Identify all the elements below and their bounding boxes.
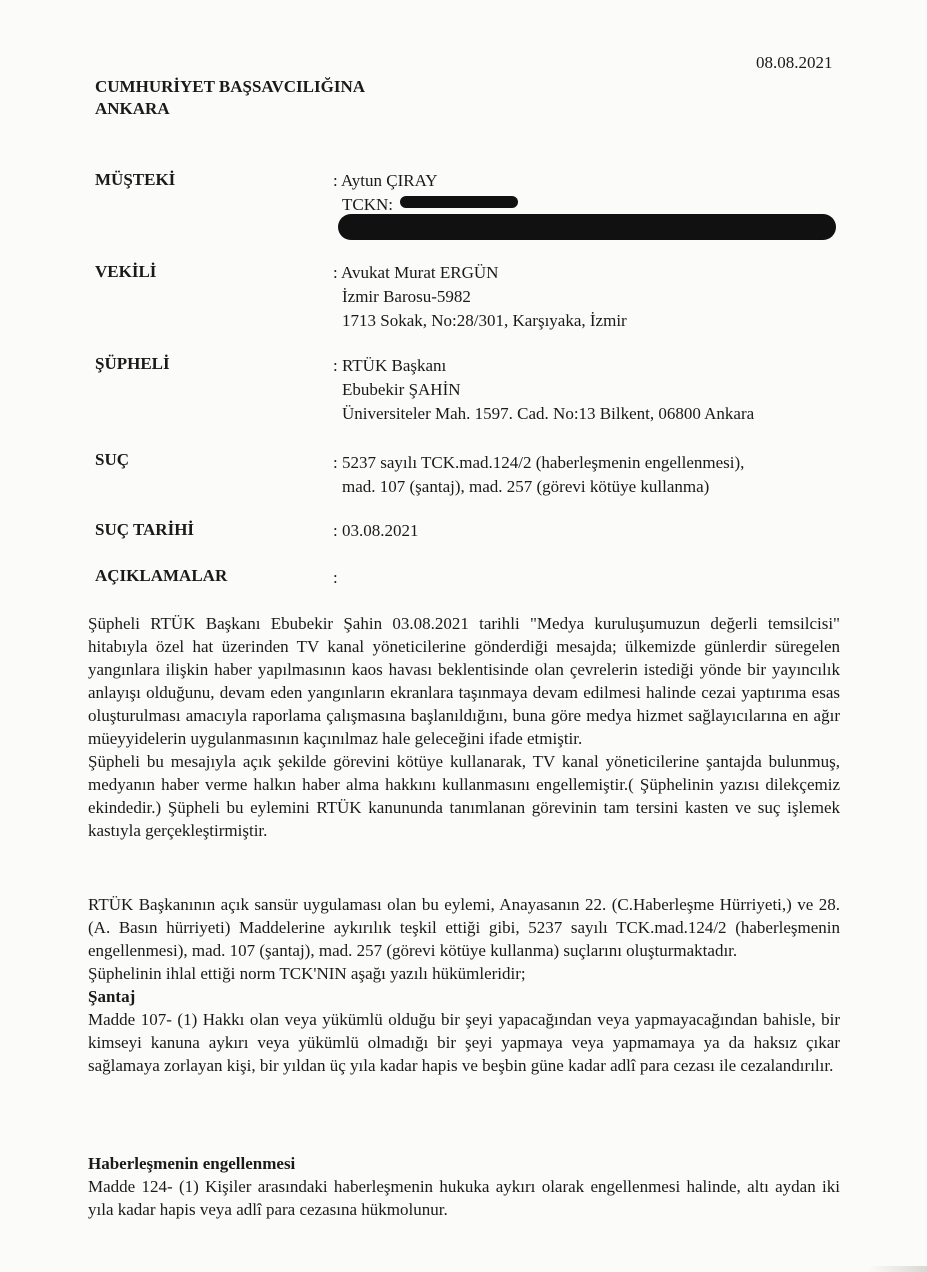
musteki-value bbox=[333, 169, 438, 217]
suc-value bbox=[333, 451, 744, 499]
paragraph-norms: Şüphelinin ihlal ettiği norm TCK'NIN aşağı yazılı hükümleridir; bbox=[88, 964, 526, 983]
supheli-title: : RTÜK Başkanı bbox=[333, 356, 447, 375]
addressee-office: CUMHURİYET BAŞSAVCILIĞINA bbox=[95, 77, 366, 96]
vekili-label: VEKİLİ bbox=[95, 262, 157, 281]
aciklamalar-label: AÇIKLAMALAR bbox=[95, 566, 228, 585]
supheli-value bbox=[333, 354, 754, 426]
paragraph-article-124: Madde 124- (1) Kişiler arasındaki haberleşmenin hukuka aykırı olarak engellenmesi halinde, altı aydan iki yıla kadar hapis veya adlî para cezasına hükmolunur. bbox=[88, 1177, 840, 1219]
address-redaction bbox=[338, 214, 836, 240]
body-block-1 bbox=[88, 612, 840, 842]
supheli-address: Üniversiteler Mah. 1597. Cad. No:13 Bilkent, 06800 Ankara bbox=[342, 404, 755, 423]
paragraph-article-107: Madde 107- (1) Hakkı olan veya yükümlü olduğu bir şeyi yapacağından veya yapmayacağından bahisle, bir kimseyi kanuna aykırı veya yükümlü olmadığı bir şeyi yapmaya veya yapmamaya ya da haksız çıkar sağlamaya zorlayan kişi, bir yıldan üç yıla kadar hapis ve beşbin güne kadar adlî para cezası ile cezalandırılır. bbox=[88, 1010, 840, 1075]
vekili-bar: İzmir Barosu-5982 bbox=[342, 287, 471, 306]
body-block-3 bbox=[88, 1152, 840, 1221]
suc-label: SUÇ bbox=[95, 450, 130, 469]
suc-line1: : 5237 sayılı TCK.mad.124/2 (haberleşmenin engellenmesi), bbox=[333, 453, 745, 472]
supheli-name: Ebubekir ŞAHİN bbox=[342, 380, 461, 399]
addressee-city: ANKARA bbox=[95, 99, 170, 118]
supheli-label: ŞÜPHELİ bbox=[95, 354, 170, 373]
scan-edge-artifact bbox=[867, 1266, 927, 1272]
suc-tarihi-value: : 03.08.2021 bbox=[333, 521, 419, 540]
tckn-redaction bbox=[400, 196, 518, 208]
heading-haberlesme: Haberleşmenin engellenmesi bbox=[88, 1154, 296, 1173]
suc-line2: mad. 107 (şantaj), mad. 257 (görevi kötüye kullanma) bbox=[342, 477, 710, 496]
musteki-tckn-label: TCKN: bbox=[342, 195, 393, 214]
suc-tarihi-label: SUÇ TARİHİ bbox=[95, 520, 195, 539]
aciklamalar-colon: : bbox=[333, 568, 338, 587]
addressee bbox=[95, 76, 365, 120]
document-date: 08.08.2021 bbox=[756, 53, 833, 72]
vekili-name: : Avukat Murat ERGÜN bbox=[333, 263, 499, 282]
musteki-name: : Aytun ÇIRAY bbox=[333, 171, 438, 190]
vekili-address: 1713 Sokak, No:28/301, Karşıyaka, İzmir bbox=[342, 311, 627, 330]
paragraph-abuse: Şüpheli bu mesajıyla açık şekilde görevini kötüye kullanarak, TV kanal yöneticilerine şantajda bulunmuş, medyanın haber verme halkın haber alma hakkını kullanmasını engellemiştir.( Şüphelinin yazısı dilekçemiz ekindedir.) Şüpheli bu eylemini RTÜK kanununda tanımlanan görevinin tam tersini kasten ve suç işlemek kastıyla gerçekleştirmiştir. bbox=[88, 752, 840, 840]
paragraph-constitution: RTÜK Başkanının açık sansür uygulaması olan bu eylemi, Anayasanın 22. (C.Haberleşme Hürriyeti,) ve 28. (A. Basın hürriyeti) Maddelerine aykırılık teşkil ettiği gibi, 5237 sayılı TCK.mad.124/2 (haberleşmenin engellenmesi), mad. 107 (şantaj), mad. 257 (görevi kötüye kullanma) suçlarını oluşturmaktadır. bbox=[88, 895, 840, 960]
paragraph-allegation: Şüpheli RTÜK Başkanı Ebubekir Şahin 03.08.2021 tarihli "Medya kuruluşumuzun değerli temsilcisi" hitabıyla özel hat üzerinden TV kanal yöneticilerine gönderdiği mesajda; ülkemizde günlerdir süregelen yangınlara ilişkin haber yapılmasının kaos havası beklentisinde olan çevrelerin istediği yönde bir yayıncılık anlayışı olduğunu, devam eden yangınların ekranlara taşınmaya devam edilmesi halinde cezai yaptırıma esas oluşturulması amacıyla raporlama çalışmasına başlanıldığını, buna göre medya hizmet sağlayıcılarına en ağır müeyyidelerin uygulanmasının kaçınılmaz hale geleceğini ifade etmiştir. bbox=[88, 614, 840, 748]
musteki-label: MÜŞTEKİ bbox=[95, 170, 176, 189]
vekili-value bbox=[333, 261, 627, 333]
heading-santaj: Şantaj bbox=[88, 987, 136, 1006]
body-block-2 bbox=[88, 893, 840, 1077]
